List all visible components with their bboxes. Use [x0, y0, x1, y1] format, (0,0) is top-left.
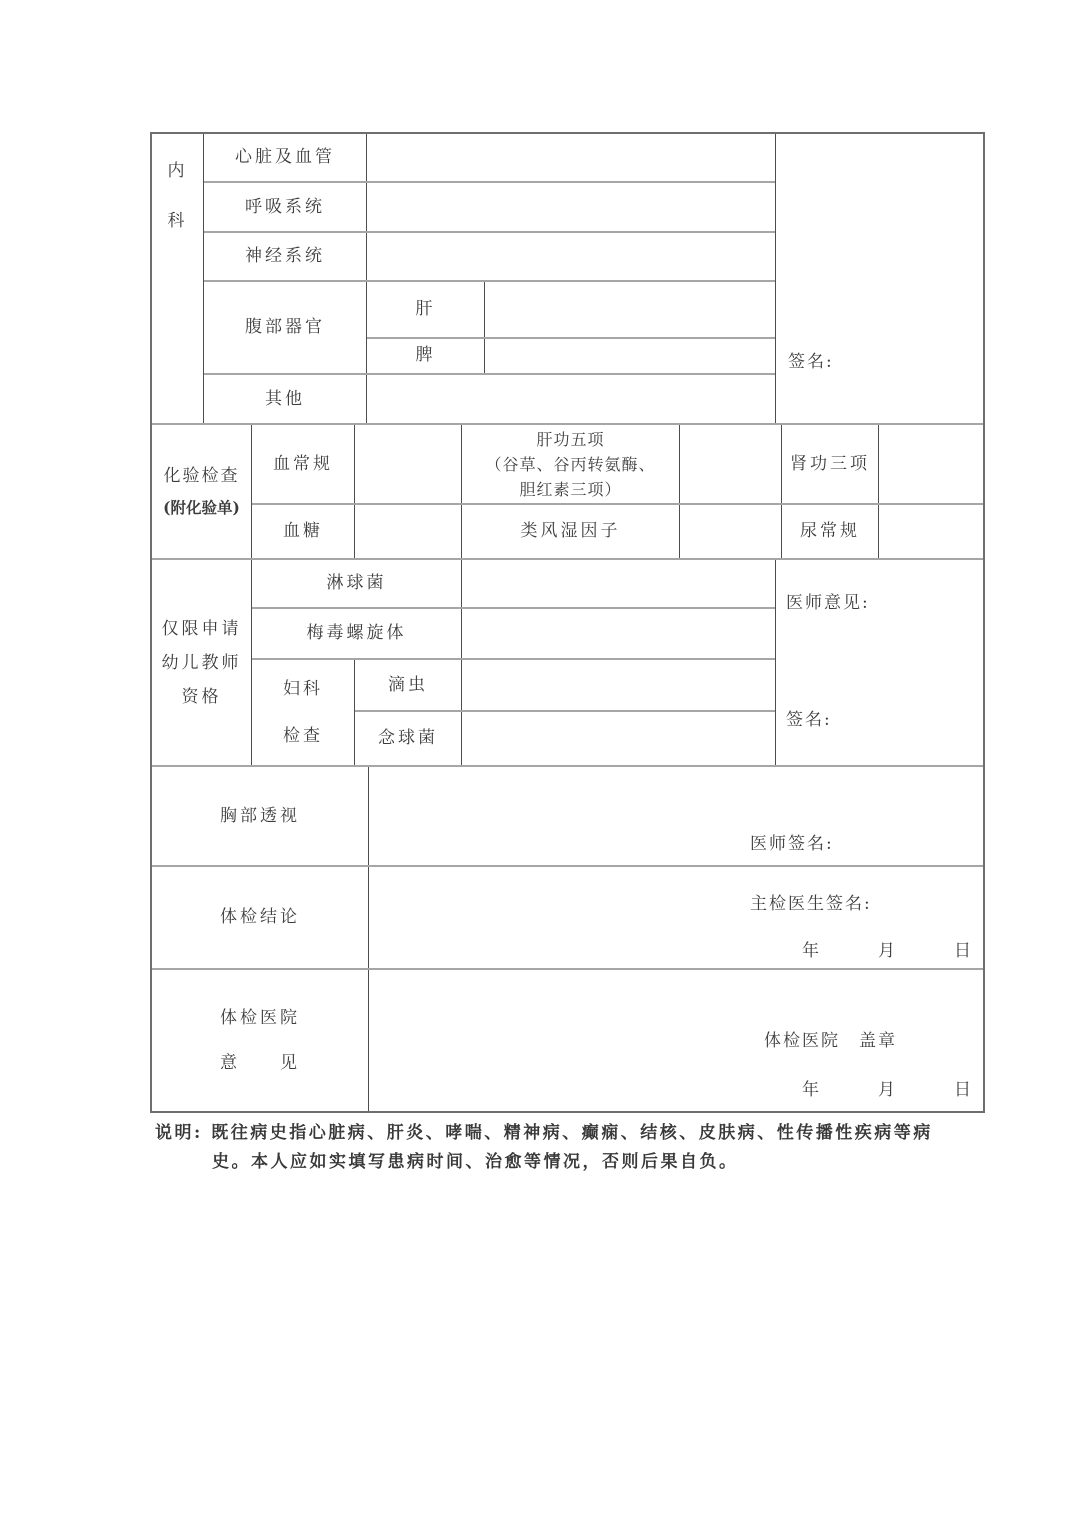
hospital-label-line1: 体检医院	[220, 1007, 300, 1028]
lab-row-2	[252, 505, 983, 558]
row-respiratory	[204, 183, 775, 233]
label-gonococcus: 淋球菌	[252, 560, 462, 607]
value-spleen	[485, 339, 775, 373]
row-liver	[367, 282, 775, 339]
doctor-opinion-label: 医师意见:	[786, 593, 870, 613]
row-spleen	[367, 339, 775, 373]
value-liver-function	[680, 425, 782, 503]
kg-group-line1: 仅限申请	[161, 618, 242, 639]
label-liver: 肝	[367, 282, 485, 337]
label-kidney-function: 肾功三项	[782, 425, 879, 503]
value-trichomonas	[462, 660, 775, 710]
label-spleen: 脾	[367, 339, 485, 373]
label-chest-fluoroscopy: 胸部透视	[152, 767, 369, 865]
row-trichomonas	[355, 660, 775, 712]
hospital-date-label: 年 月 日	[802, 1080, 973, 1100]
footnote-line1: 说明: 既往病史指心脏病、肝炎、哮喘、精神病、癫痫、结核、皮肤病、性传播性疾病等病	[155, 1123, 933, 1143]
row-nervous-system	[204, 233, 775, 282]
value-liver	[485, 282, 775, 337]
value-other	[367, 375, 775, 423]
internal-medicine-sign-label: 签名:	[788, 352, 834, 372]
row-heart-vessels	[204, 134, 775, 183]
conclusion-date-label: 年 月 日	[802, 941, 973, 961]
hospital-opinion-row	[152, 970, 983, 1111]
row-abdominal-organs	[204, 282, 775, 375]
value-heart-vessels	[367, 134, 775, 181]
row-gyn-exam	[252, 660, 775, 765]
value-nervous-system	[367, 233, 775, 280]
value-kidney-function	[879, 425, 983, 503]
gyn-label-line1: 妇科	[283, 678, 323, 699]
value-blood-sugar	[355, 505, 462, 558]
chest-fluoroscopy-value-cell	[369, 767, 983, 865]
liver-function-line2: （谷草、谷丙转氨酶、	[485, 454, 656, 474]
label-exam-conclusion: 体检结论	[152, 867, 369, 968]
liver-function-line1: 肝功五项	[536, 429, 605, 449]
label-candida: 念球菌	[355, 712, 462, 765]
kg-group-line2: 幼儿教师	[161, 652, 242, 673]
lab-tests-group-label	[152, 425, 252, 558]
kg-group-line3: 资格	[181, 686, 222, 707]
label-treponema: 梅毒螺旋体	[252, 609, 462, 658]
internal-medicine-group-label	[152, 134, 204, 423]
hospital-label-line2: 意 见	[220, 1052, 300, 1073]
exam-conclusion-value-cell	[369, 867, 983, 968]
label-respiratory: 呼吸系统	[204, 183, 367, 231]
value-gonococcus	[462, 560, 775, 607]
value-treponema	[462, 609, 775, 658]
internal-medicine-sign-cell	[776, 134, 983, 423]
label-trichomonas: 滴虫	[355, 660, 462, 710]
group-char-ke: 科	[167, 210, 188, 231]
label-rheumatoid-factor: 类风湿因子	[462, 505, 680, 558]
chief-doctor-sign-label: 主检医生签名:	[750, 894, 872, 914]
label-gyn-exam	[252, 660, 355, 765]
value-blood-routine	[355, 425, 462, 503]
medical-exam-form-table	[150, 132, 985, 1113]
gyn-label-line2: 检查	[283, 725, 323, 746]
value-respiratory	[367, 183, 775, 231]
value-urine-routine	[879, 505, 983, 558]
internal-medicine-section	[152, 134, 983, 425]
liver-function-line3: 胆红素三项）	[519, 479, 622, 499]
chest-doctor-sign-label: 医师签名:	[750, 834, 834, 854]
label-blood-sugar: 血糖	[252, 505, 355, 558]
label-other: 其他	[204, 375, 367, 423]
chest-fluoroscopy-row	[152, 767, 983, 867]
label-urine-routine: 尿常规	[782, 505, 879, 558]
footnote	[155, 1119, 965, 1177]
label-blood-routine: 血常规	[252, 425, 355, 503]
hospital-stamp-label: 体检医院 盖章	[764, 1031, 897, 1051]
value-candida	[462, 712, 775, 765]
exam-conclusion-row	[152, 867, 983, 970]
row-candida	[355, 712, 775, 765]
lab-row-1	[252, 425, 983, 505]
label-heart-vessels: 心脏及血管	[204, 134, 367, 181]
label-nervous-system: 神经系统	[204, 233, 367, 280]
label-liver-function	[462, 425, 680, 503]
lab-group-line1: 化验检查	[163, 465, 240, 486]
kindergarten-doctor-cell	[776, 560, 983, 765]
kindergarten-sign-label: 签名:	[786, 710, 832, 730]
row-other	[204, 375, 775, 423]
row-gonococcus	[252, 560, 775, 609]
kindergarten-group-label	[152, 560, 252, 765]
group-char-nei: 内	[167, 160, 188, 181]
lab-tests-section	[152, 425, 983, 560]
hospital-opinion-value-cell	[369, 970, 983, 1111]
label-abdominal-organs: 腹部器官	[204, 282, 367, 373]
kindergarten-section	[152, 560, 983, 767]
label-hospital-opinion	[152, 970, 369, 1111]
row-treponema	[252, 609, 775, 660]
lab-group-line2: (附化验单)	[163, 497, 240, 517]
footnote-line2: 史。本人应如实填写患病时间、治愈等情况，否则后果自负。	[212, 1152, 739, 1172]
internal-medicine-rows	[204, 134, 776, 423]
value-rheumatoid-factor	[680, 505, 782, 558]
